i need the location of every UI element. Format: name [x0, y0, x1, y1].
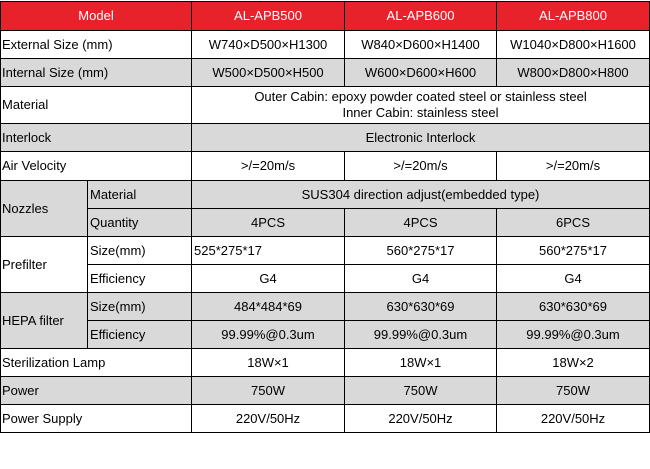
sterilization-lamp-value: 18W×1 — [345, 349, 497, 377]
hepa-label: HEPA filter — [1, 293, 88, 349]
header-row — [1, 2, 650, 31]
prefilter-label: Prefilter — [1, 237, 88, 293]
material-value — [192, 87, 650, 124]
power-row — [1, 377, 650, 405]
external-size-row — [1, 31, 650, 59]
nozzles-quantity-value: 4PCS — [192, 209, 345, 237]
external-size-label: External Size (mm) — [1, 31, 192, 59]
hepa-efficiency-value: 99.99%@0.3um — [497, 321, 650, 349]
sterilization-lamp-label: Sterilization Lamp — [1, 349, 192, 377]
nozzles-material-label: Material — [88, 181, 192, 209]
power-supply-value: 220V/50Hz — [192, 405, 345, 433]
interlock-label: Interlock — [1, 124, 192, 152]
spec-table — [0, 1, 650, 433]
prefilter-size-value: 525*275*17 — [192, 237, 345, 265]
hepa-size-value: 630*630*69 — [345, 293, 497, 321]
internal-size-row — [1, 59, 650, 87]
internal-size-label: Internal Size (mm) — [1, 59, 192, 87]
air-velocity-label: Air Velocity — [1, 152, 192, 181]
header-model-label: Model — [1, 2, 192, 31]
power-value: 750W — [497, 377, 650, 405]
power-supply-value: 220V/50Hz — [497, 405, 650, 433]
internal-size-value: W600×D600×H600 — [345, 59, 497, 87]
hepa-size-label: Size(mm) — [88, 293, 192, 321]
nozzles-quantity-value: 4PCS — [345, 209, 497, 237]
prefilter-efficiency-label: Efficiency — [88, 265, 192, 293]
internal-size-value: W500×D500×H500 — [192, 59, 345, 87]
external-size-value: W740×D500×H1300 — [192, 31, 345, 59]
nozzles-quantity-value: 6PCS — [497, 209, 650, 237]
header-model-3: AL-APB800 — [497, 2, 650, 31]
hepa-size-value: 630*630*69 — [497, 293, 650, 321]
header-model-1: AL-APB500 — [192, 2, 345, 31]
prefilter-efficiency-value: G4 — [497, 265, 650, 293]
hepa-efficiency-row — [1, 321, 650, 349]
hepa-efficiency-value: 99.99%@0.3um — [345, 321, 497, 349]
prefilter-size-value: 560*275*17 — [345, 237, 497, 265]
sterilization-lamp-value: 18W×2 — [497, 349, 650, 377]
hepa-size-row — [1, 293, 650, 321]
nozzles-label: Nozzles — [1, 181, 88, 237]
prefilter-efficiency-row — [1, 265, 650, 293]
sterilization-lamp-value: 18W×1 — [192, 349, 345, 377]
hepa-efficiency-label: Efficiency — [88, 321, 192, 349]
power-supply-row — [1, 405, 650, 433]
nozzles-material-row — [1, 181, 650, 209]
power-value: 750W — [345, 377, 497, 405]
external-size-value: W840×D600×H1400 — [345, 31, 497, 59]
power-supply-value: 220V/50Hz — [345, 405, 497, 433]
nozzles-material-value: SUS304 direction adjust(embedded type) — [192, 181, 650, 209]
air-velocity-row — [1, 152, 650, 181]
hepa-efficiency-value: 99.99%@0.3um — [192, 321, 345, 349]
material-label: Material — [1, 87, 192, 124]
material-outer-cabin: Outer Cabin: epoxy powder coated steel or stainless steel — [254, 89, 587, 104]
prefilter-size-label: Size(mm) — [88, 237, 192, 265]
prefilter-efficiency-value: G4 — [345, 265, 497, 293]
material-row — [1, 87, 650, 124]
air-velocity-value: >/=20m/s — [192, 152, 345, 181]
external-size-value: W1040×D800×H1600 — [497, 31, 650, 59]
sterilization-lamp-row — [1, 349, 650, 377]
power-value: 750W — [192, 377, 345, 405]
prefilter-size-row — [1, 237, 650, 265]
material-inner-cabin: Inner Cabin: stainless steel — [342, 105, 499, 120]
hepa-size-value: 484*484*69 — [192, 293, 345, 321]
power-label: Power — [1, 377, 192, 405]
header-model-2: AL-APB600 — [345, 2, 497, 31]
internal-size-value: W800×D800×H800 — [497, 59, 650, 87]
nozzles-quantity-label: Quantity — [88, 209, 192, 237]
prefilter-efficiency-value: G4 — [192, 265, 345, 293]
air-velocity-value: >/=20m/s — [345, 152, 497, 181]
interlock-row — [1, 124, 650, 152]
power-supply-label: Power Supply — [1, 405, 192, 433]
nozzles-quantity-row — [1, 209, 650, 237]
air-velocity-value: >/=20m/s — [497, 152, 650, 181]
prefilter-size-value: 560*275*17 — [497, 237, 650, 265]
interlock-value: Electronic Interlock — [192, 124, 650, 152]
